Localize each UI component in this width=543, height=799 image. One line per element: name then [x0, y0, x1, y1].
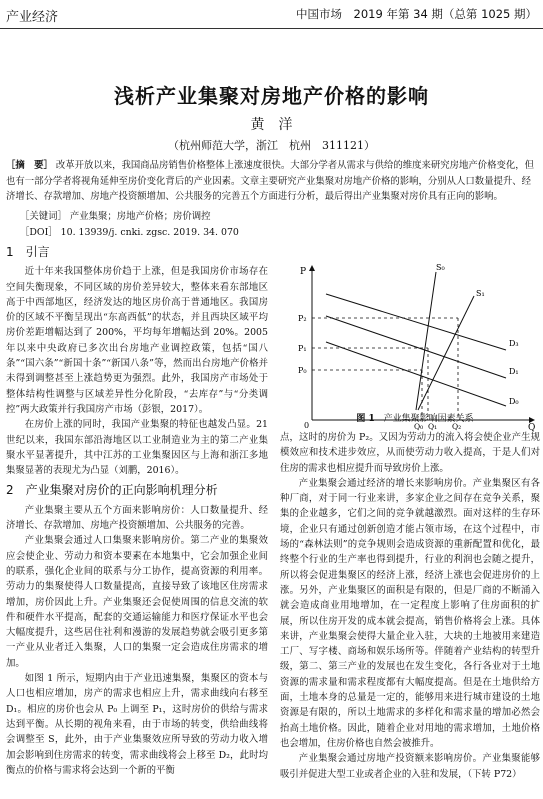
demand-label-d1: D₁ [509, 367, 519, 376]
paragraph: 近十年来我国整体房价趋于上涨，但是我国房价市场存在空间失衡现象，不同区域的房价差异较大，整体来看东部地区高于中西部地区，经济发达的地区房价高于普通地区。我国房价的区域不平衡呈现出“东高西低”的状态，并且西块区域平均房价差距增幅达到了 200%，平均每年增幅达到 20%。2005 年以来中央政府已多次出台房地产业调控政策，包括“国八条”“国六条”“新国十条”“新国八条”等，然而出台房地产价格并未得到调整甚至上涨趋势更为强烈。此外，我国房产市场处于整体结构性调整与区域差异性分化阶段，“去库存”与“分类调控”两大政策并行我国房产市场（彭银，2017）。 [6, 266, 268, 415]
journal-issue: 中国市场 2019 年第 34 期（总第 1025 期） [296, 7, 537, 21]
origin-label: 0 [304, 421, 310, 430]
abstract-label: ［摘 要］ [6, 160, 53, 171]
doi-text: 10. 13939/j. cnki. zgsc. 2019. 34. 070 [60, 227, 239, 238]
supply-curve-s1 [418, 296, 474, 410]
figure-number: 图 1 [356, 414, 375, 424]
x-axis-label: Q [528, 423, 536, 433]
page-header [0, 0, 543, 34]
quantity-label-q0: Q₀ [414, 422, 424, 431]
demand-curve-d0 [326, 342, 506, 406]
demand-label-d3: D₃ [509, 339, 519, 348]
paragraph: 点，这时的房价为 P₂。又因为劳动力的流入将会使企业产生规模效应和技术进步效应，从而使劳动力收入提高，于是人们对住房的需求也相应提升而导致房价上涨。 [280, 432, 540, 474]
section-heading-intro: 1 引言 [6, 245, 50, 259]
paragraph: 如图 1 所示，短期内由于产业迅速集聚，集聚区的资本与人口也相应增加，房产的需求也相应上升，需求曲线向右移至 D₁。相应的房价也会从 P₀ 上调至 P₁，这时房价的供给与需求达到平衡。从长期的视角来看，由于市场的转变，供给曲线将会调整至 S，此外，由于产业集聚效应所导致的劳动力收入增加会影响到住房需求的转变，需求曲线将会上移至 D₂，此时均衡点的价格与需求将会达到一个新的平衡 [6, 673, 268, 776]
author-name: 黄 洋 [250, 117, 293, 133]
abstract-text: 改革开放以来，我国商品房销售价格整体上涨速度很快。大部分学者从需求与供给的维度来研究房地产价格变化，但也有一部分学者将视角延伸至房价变化背后的产业因素。文章主要研究产业集聚对房地产价格的影响，分别从人口数量提升、经济增长、存款增加、房地产投资额增加、公共服务的完善五个方面进行分析，最后得出产业集聚对房价具有正向的影响。 [6, 160, 535, 202]
abstract [6, 158, 538, 205]
doi [20, 224, 239, 238]
paragraph: 产业集聚会通过房地产投资额来影响房价。产业集聚能够吸引并促进大型工业或者企业的入驻和发展，（下转 P72） [280, 753, 540, 780]
demand-curve-d3 [326, 294, 506, 350]
keywords-label: ［关键词］ [20, 211, 67, 222]
paragraph: 产业集聚会通过经济的增长来影响房价。产业集聚区有各种厂商，对于同一行业来讲，多家企业之间存在竞争关系，聚集的企业越多，它们之间的竞争就越激烈。面对这样的生存环境，企业只有通过创新创造才能占领市场，在这个过程中，市场的“森林法则”的竞争规则会造成资源的重新配置和优化，最终整个行业的生产率也得到提升，行业的利润也会随之提升，所以将会促进集聚区的经济上涨，经济上涨也会促进房价的上涨。另外，产业集聚区的面积是有限的，但是厂商的不断涌入就会造成商业用地增加，在一定程度上影响了住房面积的扩展，所以住房开发的成本就会提高，销售价格将会上涨。具体来讲，产业集聚会使得大量企业入驻，大块的土地被用来建造工厂、写字楼、商场和娱乐场所等。伴随着产业结构的转型升级，第二、第三产业的发展也在发生变化，各行各业对于土地资源的需求量和需求程度都有大幅度提高。但是在土地供给方面，土地本身的总量是一定的，能够用来进行城市建设的土地资源是有限的，所以土地需求的多样化和需求量的增加必然会抬高土地价格。因此，随着企业对用地的需求增加，土地价格也会增加，住房价格也自然会被推升。 [280, 477, 540, 749]
quantity-label-q1: Q₁ [428, 422, 438, 431]
demand-label-d0: D₀ [509, 397, 519, 406]
y-axis-label: P [300, 267, 307, 277]
author-affiliation: （杭州师范大学，浙江 杭州 311121） [168, 139, 375, 152]
price-label-p1: P₁ [298, 344, 307, 353]
header-rule [0, 28, 543, 29]
left-column [6, 240, 268, 778]
supply-label-s1: S₁ [476, 289, 485, 298]
quantity-label-q2: Q₂ [452, 422, 462, 431]
paragraph: 在房价上涨的同时，我国产业集聚的特征也越发凸显。21 世纪以来，我国东部沿海地区以工业制造业为主的第二产业集聚水平显著提升，其中江苏的工业集聚因区与上海和浙江多地集聚显著的表现尤为凸显（刘鹏，2016）。 [6, 419, 268, 477]
paragraph: 产业集聚会通过人口集聚来影响房价。第二产业的集聚效应会使企业、劳动力和资本要素在本地集中，它会加强企业间的联系，强化企业间的联系与分工协作，提高资源的利用率。劳动力的集聚使得人口数量提高，直接导致了该地区住房需求增加，房价因此上升。产业集聚还会促使周围的信息交流的软件和硬件水平提高，配套的交通运输能力和医疗保证水平也会大幅度提升，这些居住社利和漫游的发展趋势就会吸引更多第一产业从业者迁入集聚，人口的集聚一定会造成住房需求的增加。 [6, 535, 268, 669]
right-column [280, 430, 540, 782]
price-label-p2: P₂ [298, 314, 307, 323]
figure-caption [290, 411, 540, 424]
paragraph: 产业集聚主要从五个方面来影响房价：人口数量提升、经济增长、存款增加、房地产投资额增加、公共服务的完善。 [6, 504, 268, 532]
demand-curve-d1 [326, 316, 506, 378]
article-title: 浅析产业集聚对房地产价格的影响 [114, 84, 429, 108]
supply-curve-s0 [416, 272, 436, 410]
section-name: 产业经济 [6, 10, 59, 25]
supply-label-s0: S₀ [436, 263, 445, 272]
keywords-text: 产业集聚；房地产价格；房价调控 [69, 211, 211, 222]
doi-label: ［DOI］ [20, 227, 58, 238]
figure-caption-text: 产业集聚影响因素关系 [383, 414, 474, 424]
section-heading-mechanism: 2 产业集聚对房价的正向影响机理分析 [6, 483, 218, 498]
keywords [20, 208, 211, 222]
price-label-p0: P₀ [298, 366, 307, 375]
